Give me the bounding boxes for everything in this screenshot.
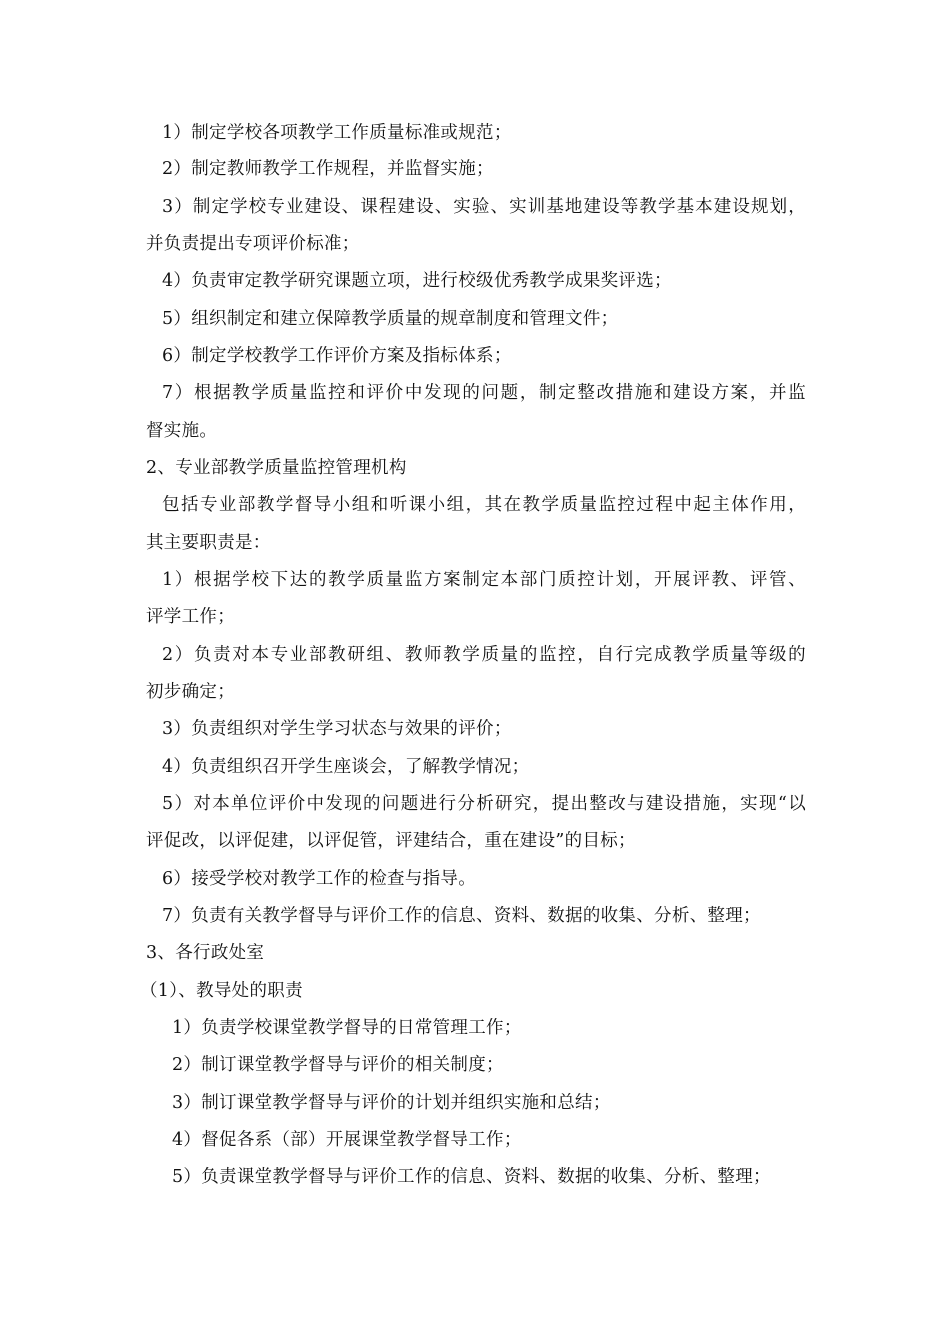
text-line: 4）负责组织召开学生座谈会，了解教学情况；: [162, 757, 530, 777]
text-line: 评促改，以评促建，以评促管，评建结合，重在建设”的目标；: [146, 831, 636, 851]
subsection-heading: （1）、教导处的职责: [140, 981, 303, 1001]
text-line: 3）制定学校专业建设、课程建设、实验、实训基地建设等教学基本建设规划，: [162, 197, 806, 217]
text-line: 并负责提出专项评价标准；: [146, 234, 360, 254]
section-heading: 2、专业部教学质量监控管理机构: [146, 458, 407, 478]
text-line: 4）督促各系（部）开展课堂教学督导工作；: [172, 1130, 522, 1150]
text-line: 7）负责有关教学督导与评价工作的信息、资料、数据的收集、分析、整理；: [162, 906, 761, 926]
text-line: 督实施。: [146, 421, 218, 441]
text-line: 2）负责对本专业部教研组、教师教学质量的监控，自行完成教学质量等级的: [162, 645, 806, 665]
text-line: 评学工作；: [146, 607, 235, 627]
text-line: 2）制订课堂教学督导与评价的相关制度；: [172, 1055, 504, 1075]
text-line: 3）制订课堂教学督导与评价的计划并组织实施和总结；: [172, 1093, 611, 1113]
text-line: 2）制定教师教学工作规程，并监督实施；: [162, 159, 494, 179]
text-line: 1）负责学校课堂教学督导的日常管理工作；: [172, 1018, 522, 1038]
text-line: 7）根据教学质量监控和评价中发现的问题，制定整改措施和建设方案，并监: [162, 383, 806, 403]
text-line: 1）制定学校各项教学工作质量标准或规范；: [162, 123, 512, 143]
text-line: 6）制定学校教学工作评价方案及指标体系；: [162, 346, 512, 366]
text-line: 6）接受学校对教学工作的检查与指导。: [162, 869, 477, 889]
text-line: 5）对本单位评价中发现的问题进行分析研究，提出整改与建设措施，实现“以: [162, 794, 806, 814]
text-line: 初步确定；: [146, 682, 235, 702]
text-line: 3）负责组织对学生学习状态与效果的评价；: [162, 719, 512, 739]
text-line: 其主要职责是：: [146, 533, 271, 553]
text-line: 5）负责课堂教学督导与评价工作的信息、资料、数据的收集、分析、整理；: [172, 1167, 771, 1187]
section-heading: 3、各行政处室: [146, 943, 265, 963]
text-line: 1）根据学校下达的教学质量监方案制定本部门质控计划，开展评教、评管、: [162, 570, 806, 590]
text-line: 包括专业部教学督导小组和听课小组，其在教学质量监控过程中起主体作用，: [162, 495, 806, 515]
text-line: 5）组织制定和建立保障教学质量的规章制度和管理文件；: [162, 309, 619, 329]
text-line: 4）负责审定教学研究课题立项，进行校级优秀教学成果奖评选；: [162, 271, 672, 291]
